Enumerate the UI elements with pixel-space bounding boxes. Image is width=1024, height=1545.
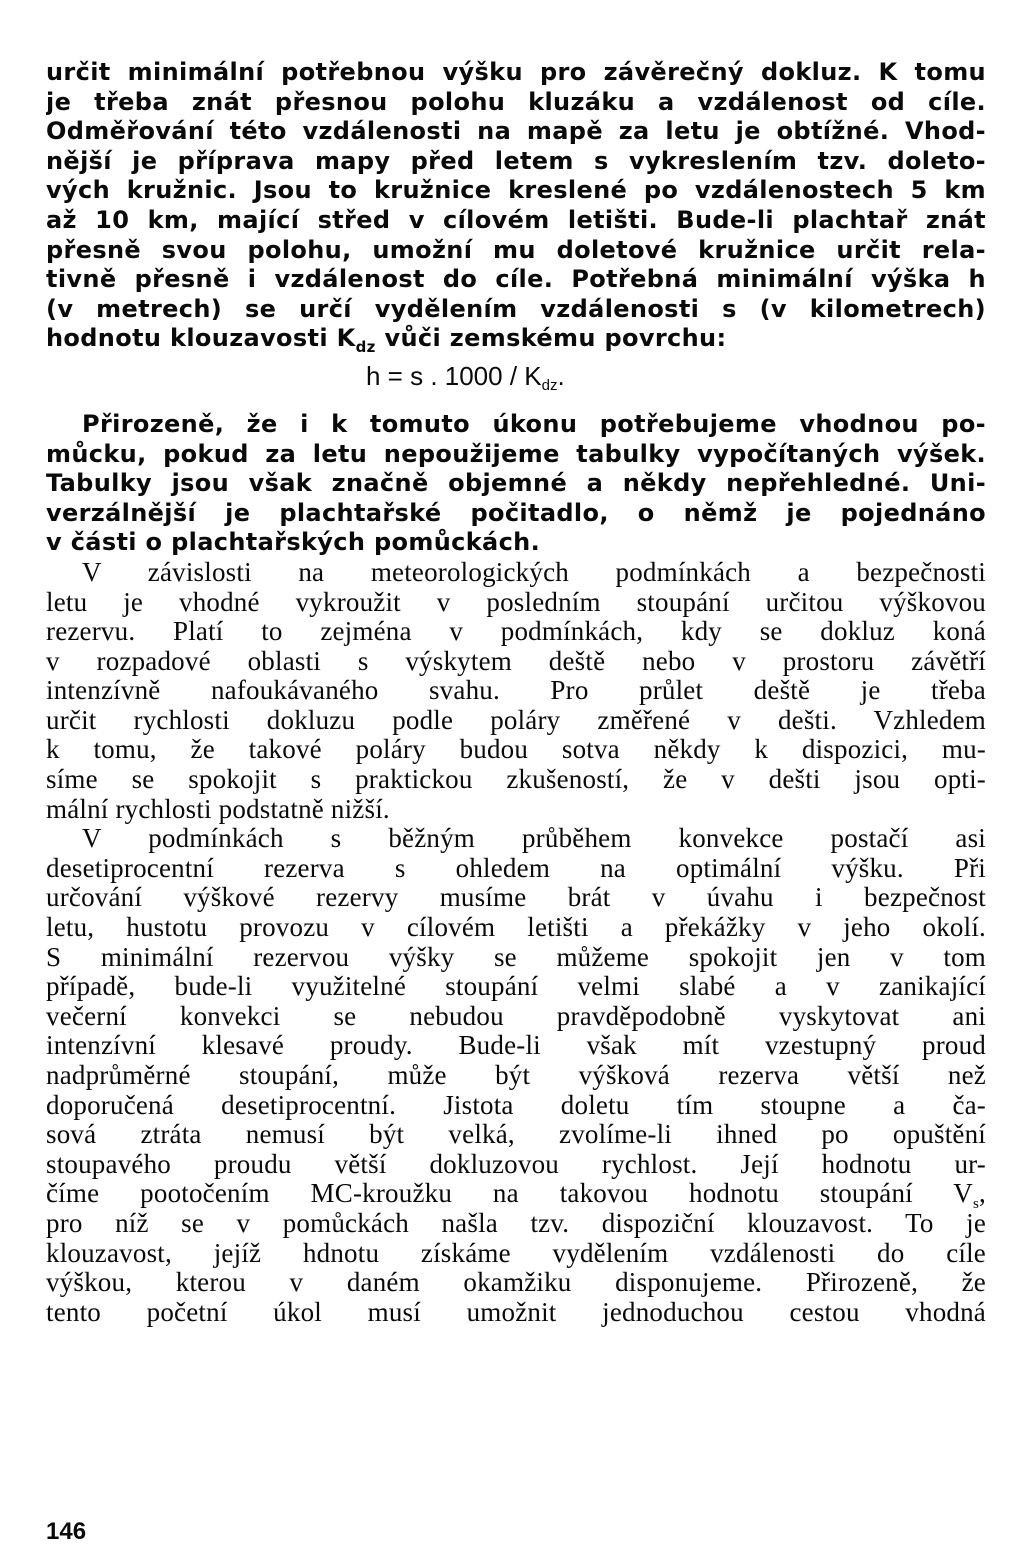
text-line: pro níž se v pomůckách našla tzv. dispoziční klouzavost. To je: [46, 1208, 986, 1238]
text-line: V podmínkách s běžným průběhem konvekce postačí asi: [82, 824, 986, 854]
text-line: tivně přesně i vzdálenost do cíle. Potřebná minimální výška h: [46, 265, 986, 294]
text-line: stoupavého proudu větší dokluzovou rychlost. Její hodnotu ur-: [46, 1149, 986, 1179]
text-line: intenzívní klesavé proudy. Bude-li však mít vzestupný proud: [46, 1031, 986, 1061]
document-page: [46, 58, 986, 1327]
text-line: určit minimální potřebnou výšku pro závěrečný dokluz. K tomu: [46, 58, 986, 86]
text-line: nější je příprava mapy před letem s vykreslením tzv. doleto-: [46, 146, 986, 175]
text-line: Odměřování této vzdálenosti na mapě za letu je obtížné. Vhod-: [46, 117, 986, 146]
formula-text: h = s . 1000 / K: [366, 360, 542, 391]
text-line: rezervu. Platí to zejména v podmínkách, kdy se dokluz koná: [46, 617, 986, 647]
text-line: letu, hustotu provozu v cílovém letišti a překážky v jeho okolí.: [46, 913, 986, 943]
text-line: určit rychlosti dokluzu podle poláry změřené v dešti. Vzhledem: [46, 705, 986, 735]
text-line: určování výškové rezervy musíme brát v úvahu i bezpečnost: [46, 883, 986, 913]
text-line: Přirozeně, že i k tomuto úkonu potřebujeme vhodnou po-: [82, 409, 986, 438]
text-fragment: vůči zemskému povrchu:: [375, 324, 727, 353]
text-line: výškou, kterou v daném okamžiku disponujeme. Přirozeně, že: [46, 1268, 986, 1298]
text-line: v části o plachtařských pomůckách.: [46, 528, 541, 557]
formula: [46, 356, 986, 396]
formula-end: .: [557, 360, 565, 391]
text-line: letu je vhodné vykroužit v posledním stoupání určitou výškovou: [46, 587, 986, 617]
serif-text-block: [46, 558, 986, 1327]
text-line: k tomu, že takové poláry budou sotva někdy k dispozici, mu-: [46, 735, 986, 765]
text-line: vých kružnic. Jsou to kružnice kreslené po vzdálenostech 5 km: [46, 176, 986, 205]
text-line: večerní konvekci se nebudou pravděpodobně vyskytovat ani: [46, 1001, 986, 1031]
text-line: [46, 1179, 986, 1209]
text-line: sová ztráta nemusí být velká, zvolíme-li ihned po opuštění: [46, 1120, 986, 1150]
text-fragment: hodnotu klouzavosti K: [46, 324, 356, 353]
text-line: je třeba znát přesnou polohu kluzáku a vzdálenost od cíle.: [46, 87, 986, 116]
text-line: případě, bude-li využitelné stoupání velmi slabé a v zanikající: [46, 972, 986, 1002]
paragraph-3: [46, 558, 986, 824]
formula-subscript: dz: [541, 376, 558, 394]
paragraph-1: [46, 58, 986, 354]
text-line: [46, 324, 986, 354]
paragraph-4: [46, 824, 986, 1327]
text-line: Tabulky jsou však značně objemné a někdy nepřehledné. Uni-: [46, 469, 986, 498]
text-fragment: ,: [979, 1179, 986, 1209]
text-line: S minimální rezervou výšky se můžeme spokojit jen v tom: [46, 942, 986, 972]
text-line: tento početní úkol musí umožnit jednoduchou cestou vhodná: [46, 1297, 986, 1327]
page-number: 146: [46, 1518, 87, 1545]
text-line: můcku, pokud za letu nepoužijeme tabulky vypočítaných výšek.: [46, 439, 986, 468]
text-line: přesně svou polohu, umožní mu doletové kružnice určit rela-: [46, 235, 986, 264]
text-line: desetiprocentní rezerva s ohledem na optimální výšku. Při: [46, 853, 986, 883]
text-line: intenzívně nafoukávaného svahu. Pro průlet deště je třeba: [46, 676, 986, 706]
text-line: verzálnější je plachtařské počitadlo, o němž je pojednáno: [46, 498, 986, 527]
text-line: nadprůměrné stoupání, může být výšková rezerva větší než: [46, 1061, 986, 1090]
text-line: až 10 km, mající střed v cílovém letišti. Bude-li plachtař znát: [46, 205, 986, 234]
text-line: v rozpadové oblasti s výskytem deště nebo v prostoru závětří: [46, 646, 986, 676]
text-fragment: číme pootočením MC-kroužku na takovou hodnotu stoupání V: [46, 1179, 973, 1209]
subscript: dz: [355, 338, 376, 354]
text-line: klouzavost, jejíž hdnotu získáme vydělením vzdálenosti do cíle: [46, 1238, 986, 1268]
text-line: V závislosti na meteorologických podmínkách a bezpečnosti: [82, 557, 986, 587]
text-line: síme se spokojit s praktickou zkušeností, že v dešti jsou opti-: [46, 765, 986, 795]
text-line: doporučená desetiprocentní. Jistota doletu tím stoupne a ča-: [46, 1090, 986, 1120]
paragraph-2: [46, 410, 986, 558]
text-line: (v metrech) se určí vydělením vzdálenosti s (v kilometrech): [46, 294, 986, 323]
subscript: s: [973, 1196, 980, 1209]
text-line: mální rychlosti podstatně nižší.: [46, 794, 390, 824]
